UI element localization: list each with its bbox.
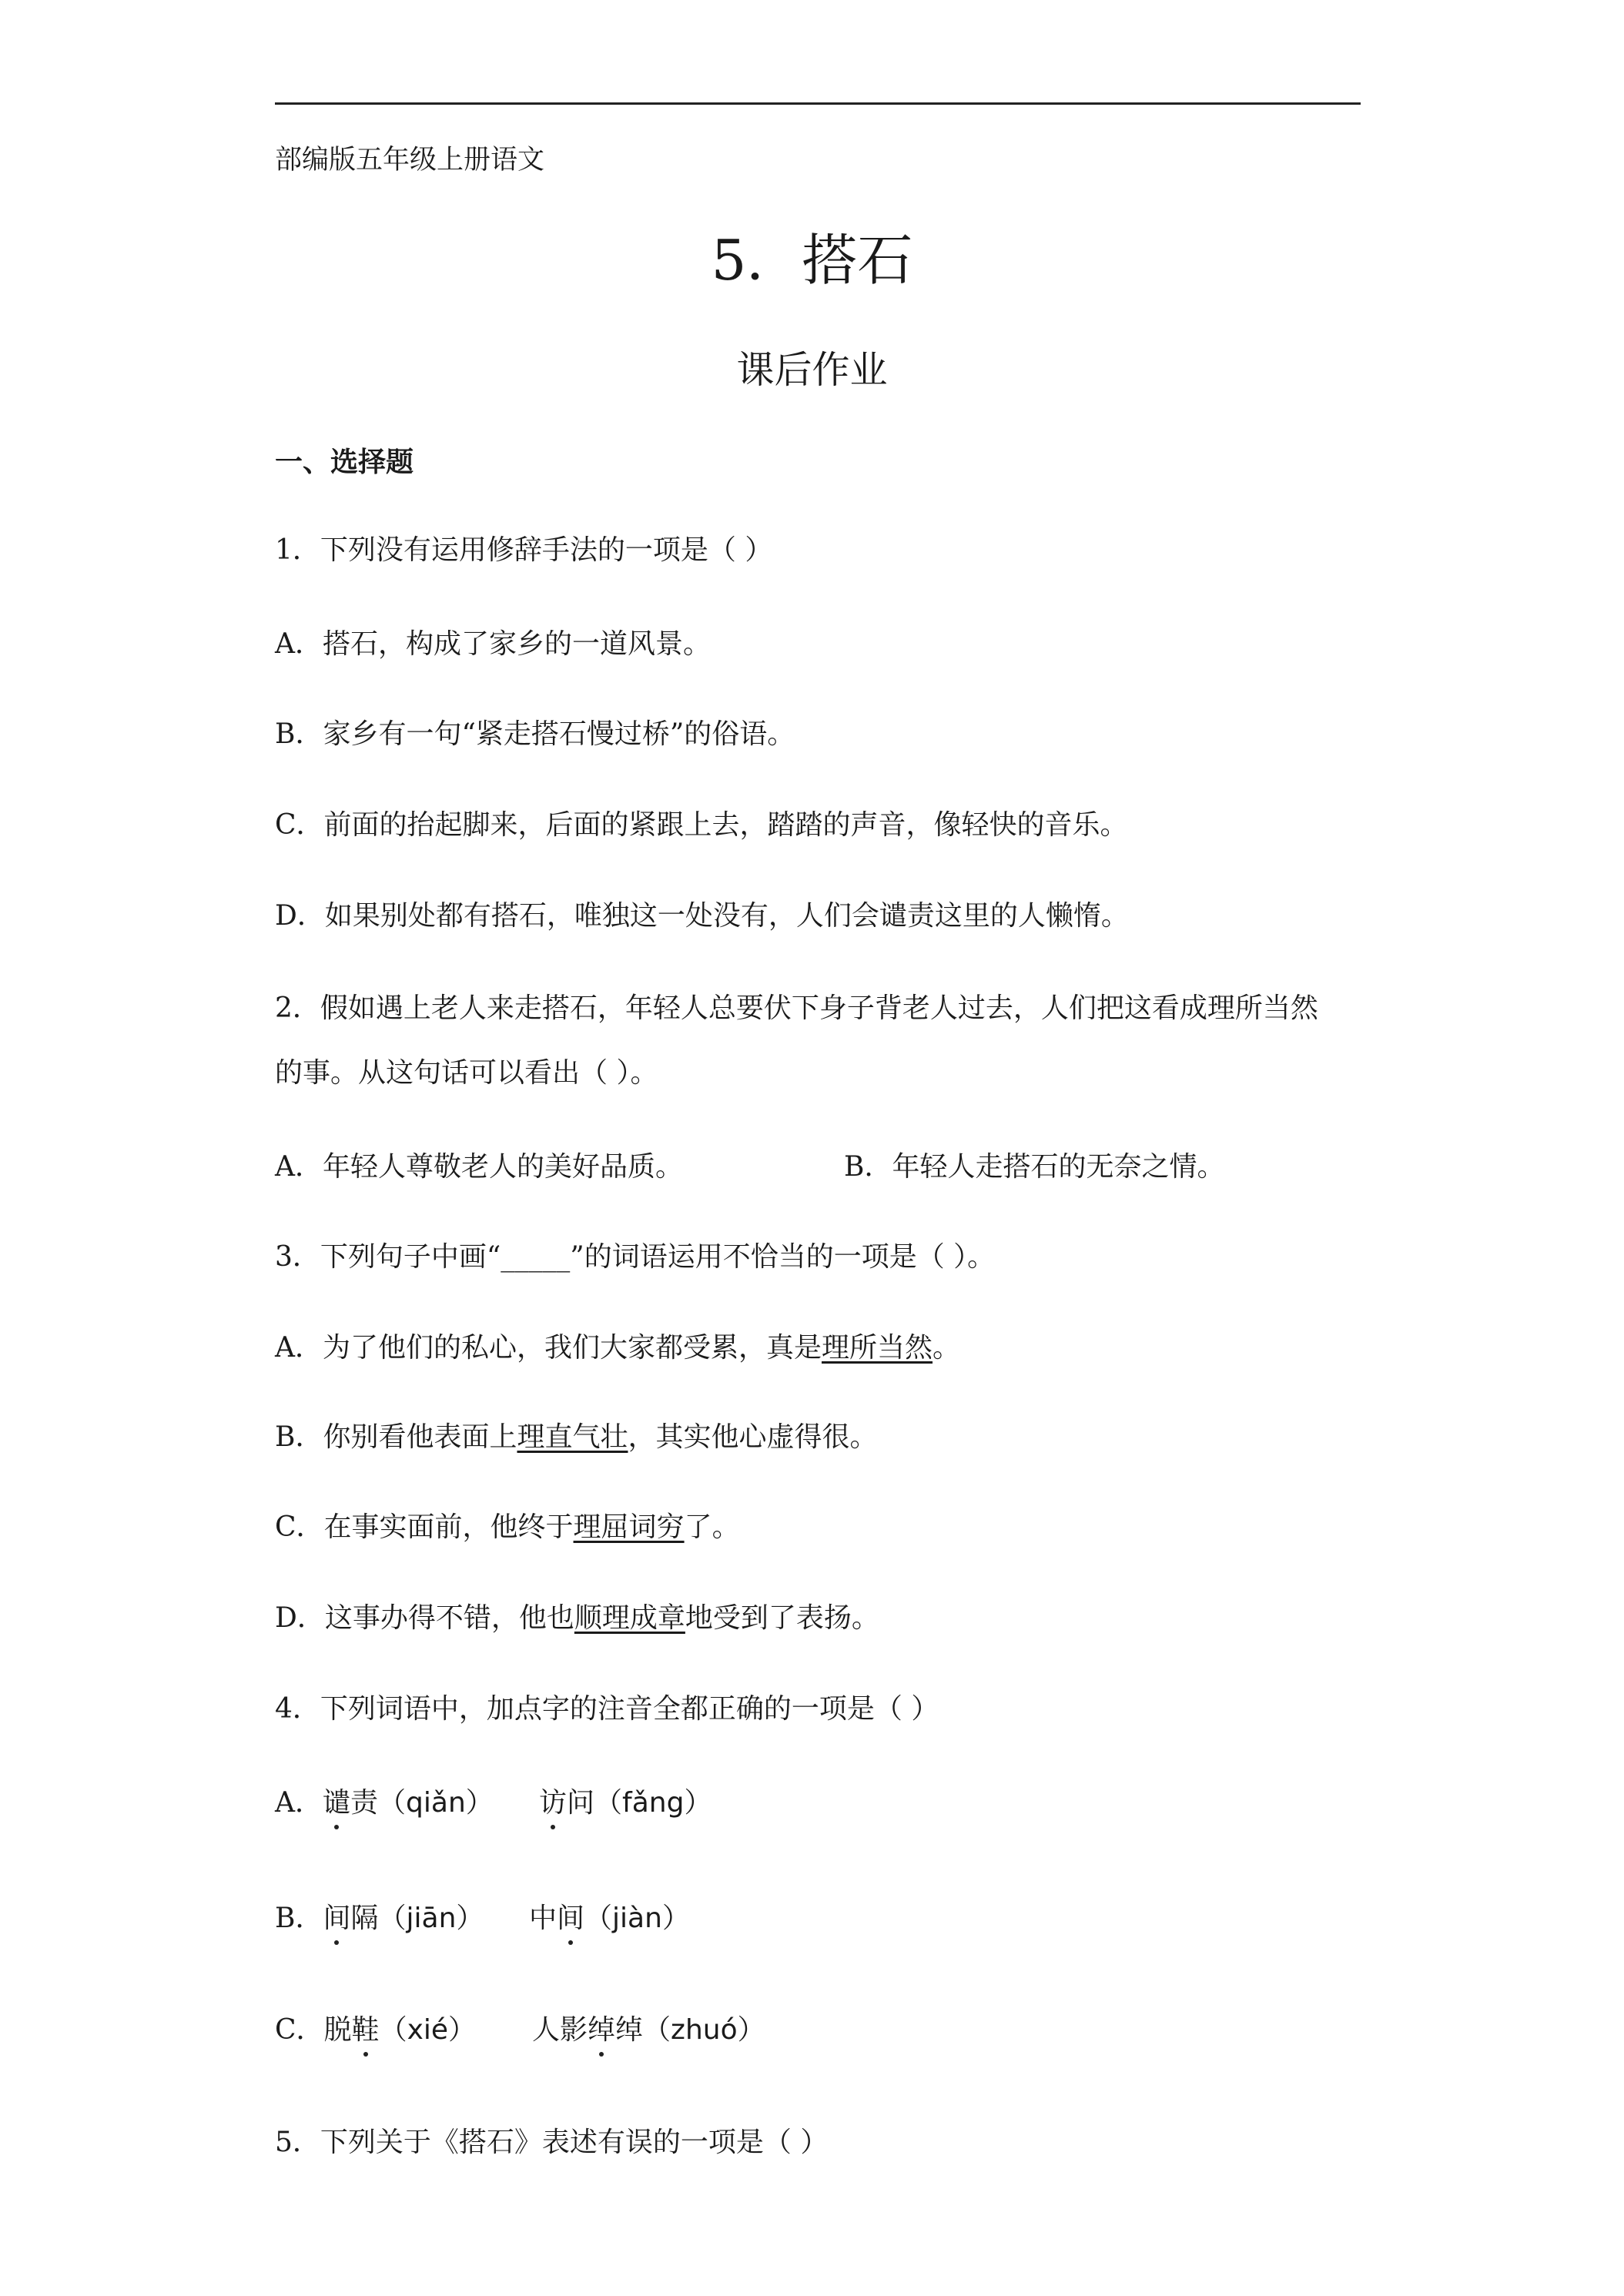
header-rule xyxy=(275,102,1361,105)
q4-b-word1-rest: 隔（ xyxy=(350,1903,407,1934)
q4-option-c-word2 xyxy=(532,2008,765,2047)
q4-b-pinyin-2: jiàn xyxy=(612,1903,662,1934)
header-text: 部编版五年级上册语文 xyxy=(275,145,545,176)
q4-option-b-word2 xyxy=(529,1896,690,1936)
q1-option-c: C．前面的抬起脚来，后面的紧跟上去，踏踏的声音，像轻快的音乐。 xyxy=(275,809,1128,841)
section-heading: 一、选择题 xyxy=(275,446,414,478)
q4-a-pinyin-1: qiǎn xyxy=(406,1787,466,1819)
q4-a-word1-close: ） xyxy=(465,1787,494,1819)
q3-b-end: ，其实他心虚得很。 xyxy=(628,1421,878,1453)
q4-b-dotted-char-1: 间 xyxy=(323,1896,350,1936)
q4-c-word1-start: C．脱 xyxy=(275,2014,352,2046)
q3-a-end: 。 xyxy=(933,1332,961,1364)
q4-a-dotted-char-1: 谴 xyxy=(323,1781,350,1820)
q3-c-underlined-word: 理屈词穷 xyxy=(573,1511,685,1543)
q1-option-d: D．如果别处都有搭石，唯独这一处没有，人们会谴责这里的人懒惰。 xyxy=(275,900,1129,932)
q3-option-a xyxy=(275,1326,960,1365)
q4-c-word1-rest: （ xyxy=(379,2014,407,2046)
q4-c-word1-close: ） xyxy=(448,2014,477,2046)
q1-option-a: A．搭石，构成了家乡的一道风景。 xyxy=(275,628,711,660)
q4-c-dotted-char-2: 绰 xyxy=(588,2008,615,2047)
q4-option-a-word2 xyxy=(539,1781,712,1820)
q3-option-c xyxy=(275,1505,740,1545)
q4-option-c-word1 xyxy=(275,2008,476,2047)
q3-a-text: A．为了他们的私心，我们大家都受累，真是 xyxy=(275,1332,822,1364)
q1-stem: 1．下列没有运用修辞手法的一项是（ ） xyxy=(275,534,773,566)
q4-b-word2-start: 中 xyxy=(529,1903,558,1934)
q4-b-dotted-char-2: 间 xyxy=(557,1896,584,1936)
q4-a-word1-rest: 责（ xyxy=(350,1787,407,1819)
q4-c-pinyin-1: xié xyxy=(407,2014,449,2046)
q4-c-pinyin-2: zhuó xyxy=(671,2014,738,2046)
q4-a-word2-rest: 问（ xyxy=(567,1787,623,1819)
q3-d-text: D．这事办得不错，他也 xyxy=(275,1602,574,1634)
q3-d-end: 地受到了表扬。 xyxy=(685,1602,879,1634)
q3-b-underlined-word: 理直气壮 xyxy=(517,1421,628,1453)
q4-c-word2-close: ） xyxy=(737,2014,765,2046)
page-subtitle: 课后作业 xyxy=(736,348,888,392)
q4-c-dotted-char-1: 鞋 xyxy=(352,2008,380,2047)
q2-option-b: B．年轻人走搭石的无奈之情。 xyxy=(844,1151,1225,1183)
q4-b-word1-close: ） xyxy=(456,1903,484,1934)
q4-b-label: B． xyxy=(275,1903,323,1934)
q3-d-underlined-word: 顺理成章 xyxy=(574,1602,685,1634)
q1-option-b: B．家乡有一句“紧走搭石慢过桥”的俗语。 xyxy=(275,718,795,750)
q4-option-a-word1 xyxy=(275,1781,494,1820)
q4-c-word2-rest: 绰（ xyxy=(615,2014,671,2046)
q4-a-word2-close: ） xyxy=(684,1787,712,1819)
q3-b-text: B．你别看他表面上 xyxy=(275,1421,517,1453)
q4-a-label: A． xyxy=(275,1787,323,1819)
q4-b-word2-close: ） xyxy=(661,1903,690,1934)
q2-stem-line1: 2．假如遇上老人来走搭石，年轻人总要伏下身子背老人过去，人们把这看成理所当然 xyxy=(275,992,1318,1024)
q4-option-b-word1 xyxy=(275,1896,484,1936)
q3-a-underlined-word: 理所当然 xyxy=(822,1332,933,1364)
q4-a-pinyin-2: fǎng xyxy=(622,1787,685,1819)
q3-option-d xyxy=(275,1596,879,1635)
page-title: 5．搭石 xyxy=(711,228,913,293)
q3-stem: 3．下列句子中画“_____”的词语运用不恰当的一项是（ ）。 xyxy=(275,1241,996,1273)
q3-c-text: C．在事实面前，他终于 xyxy=(275,1511,574,1543)
q3-c-end: 了。 xyxy=(684,1511,740,1543)
q5-stem: 5．下列关于《搭石》表述有误的一项是（ ） xyxy=(275,2127,829,2158)
q2-option-a: A．年轻人尊敬老人的美好品质。 xyxy=(275,1151,683,1183)
q4-c-word2-start: 人影 xyxy=(532,2014,588,2046)
q2-stem-line2: 的事。从这句话可以看出（ ）。 xyxy=(275,1057,658,1089)
q4-a-dotted-char-2: 访 xyxy=(539,1781,567,1820)
q4-b-pinyin-1: jiān xyxy=(406,1903,457,1934)
q4-b-word2-rest: （ xyxy=(584,1903,613,1934)
q3-option-b xyxy=(275,1415,878,1454)
q4-stem: 4．下列词语中，加点字的注音全都正确的一项是（ ） xyxy=(275,1693,939,1725)
